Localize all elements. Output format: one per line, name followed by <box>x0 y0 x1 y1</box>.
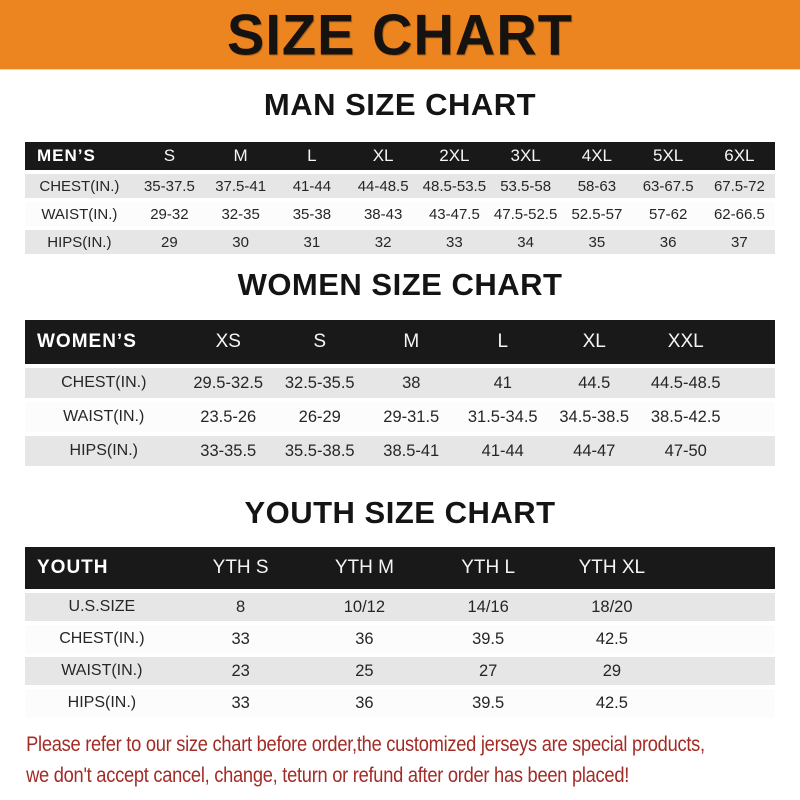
size-value-cell: 43-47.5 <box>428 205 480 223</box>
youth-row-waist-in <box>25 657 775 685</box>
footer-line-2: we don't accept cancel, change, teturn or refund after order has been placed! <box>26 764 630 787</box>
size-value-cell: 48.5-53.5 <box>422 177 487 195</box>
youth-column-header-yth-xl: YTH XL <box>578 557 646 578</box>
size-value-cell: 35-38 <box>292 205 332 223</box>
size-value-cell: 41-44 <box>481 441 524 460</box>
size-value-cell: 29.5-32.5 <box>193 373 264 392</box>
size-value-cell: 32 <box>374 233 392 251</box>
size-section-youth <box>0 495 800 721</box>
row-label-cell: HIPS(IN.) <box>69 442 138 459</box>
footer-line-1: Please refer to our size chart before order,the customized jerseys are special products, <box>26 733 705 756</box>
row-filler-cell <box>732 436 776 466</box>
row-filler-cell <box>674 657 775 685</box>
size-value-cell: 29-31.5 <box>383 407 440 426</box>
men-table-header-row <box>25 142 775 170</box>
women-table-header-row <box>25 320 775 364</box>
youth-column-header-yth-s: YTH S <box>212 557 269 578</box>
size-value-cell: 33 <box>231 693 250 712</box>
men-column-header-4xl: 4XL <box>581 146 612 165</box>
youth-table-header-row <box>25 547 775 589</box>
size-value-cell: 36 <box>355 693 374 712</box>
size-value-cell: 35-37.5 <box>143 177 195 195</box>
size-value-cell: 41 <box>493 373 512 392</box>
women-row-waist-in <box>25 402 775 432</box>
row-label-cell: HIPS(IN.) <box>67 694 137 711</box>
size-value-cell: 37.5-41 <box>215 177 267 195</box>
youth-column-header-yth-m: YTH M <box>334 557 394 578</box>
size-value-cell: 35 <box>588 233 606 251</box>
size-value-cell: 57-62 <box>648 205 688 223</box>
size-value-cell: 33 <box>231 629 250 648</box>
size-chart-banner <box>0 0 800 70</box>
row-filler-cell <box>674 689 775 717</box>
youth-row-chest-in <box>25 625 775 653</box>
size-value-cell: 29 <box>161 233 178 251</box>
size-value-cell: 67.5-72 <box>713 177 765 195</box>
size-value-cell: 44-47 <box>573 441 616 460</box>
size-value-cell: 32.5-35.5 <box>284 373 355 392</box>
men-column-header-m: M <box>233 146 248 165</box>
size-value-cell: 44.5-48.5 <box>650 373 721 392</box>
men-column-header-l: L <box>307 146 317 165</box>
youth-row-u-s-size <box>25 593 775 621</box>
size-value-cell: 8 <box>236 597 246 616</box>
men-row-hips-in <box>25 230 775 254</box>
size-value-cell: 52.5-57 <box>571 205 623 223</box>
size-value-cell: 63-67.5 <box>642 177 694 195</box>
size-value-cell: 58-63 <box>577 177 617 195</box>
men-column-header-5xl: 5XL <box>653 146 684 165</box>
size-value-cell: 53.5-58 <box>500 177 552 195</box>
size-value-cell: 44.5 <box>578 373 611 392</box>
row-filler-cell <box>674 625 775 653</box>
header-filler-cell <box>732 320 776 364</box>
row-filler-cell <box>732 368 776 398</box>
row-filler-cell <box>732 402 776 432</box>
size-value-cell: 25 <box>355 661 374 680</box>
size-chart-sections <box>0 87 800 721</box>
size-value-cell: 33-35.5 <box>200 441 257 460</box>
men-row-chest-in <box>25 174 775 198</box>
youth-size-table <box>25 543 775 721</box>
size-value-cell: 29-32 <box>150 205 189 223</box>
women-section-heading: WOMEN SIZE CHART <box>237 267 563 302</box>
size-value-cell: 37 <box>731 233 748 251</box>
size-value-cell: 18/20 <box>591 597 633 616</box>
size-value-cell: 26-29 <box>298 407 341 426</box>
women-column-header-xl: XL <box>582 331 606 352</box>
row-label-cell: WAIST(IN.) <box>41 205 118 223</box>
row-label-cell: CHEST(IN.) <box>59 630 145 647</box>
size-value-cell: 23.5-26 <box>200 407 257 426</box>
size-value-cell: 42.5 <box>595 629 628 648</box>
youth-table-title-cell: YOUTH <box>37 557 109 578</box>
men-column-header-6xl: 6XL <box>724 146 755 165</box>
size-value-cell: 47-50 <box>664 441 707 460</box>
women-row-chest-in <box>25 368 775 398</box>
women-column-header-m: M <box>403 331 420 352</box>
size-value-cell: 38 <box>402 373 421 392</box>
size-value-cell: 35.5-38.5 <box>284 441 355 460</box>
youth-section-heading: YOUTH SIZE CHART <box>244 495 556 530</box>
men-column-header-2xl: 2XL <box>439 146 470 165</box>
size-value-cell: 23 <box>231 661 250 680</box>
size-value-cell: 39.5 <box>472 693 505 712</box>
size-section-women <box>0 267 800 470</box>
women-column-header-xs: XS <box>215 331 241 352</box>
size-value-cell: 38.5-41 <box>383 441 440 460</box>
size-value-cell: 31.5-34.5 <box>467 407 538 426</box>
men-row-waist-in <box>25 202 775 226</box>
size-value-cell: 29 <box>602 661 622 680</box>
size-value-cell: 10/12 <box>343 597 386 616</box>
men-column-header-xl: XL <box>372 146 394 165</box>
men-size-table <box>25 138 775 258</box>
size-value-cell: 47.5-52.5 <box>493 205 558 223</box>
women-column-header-s: S <box>313 331 327 352</box>
size-value-cell: 33 <box>446 233 463 251</box>
row-label-cell: HIPS(IN.) <box>47 233 112 251</box>
men-table-title-cell: MEN’S <box>37 146 96 165</box>
size-value-cell: 41-44 <box>292 177 332 195</box>
size-value-cell: 42.5 <box>595 693 628 712</box>
size-value-cell: 34.5-38.5 <box>559 407 630 426</box>
men-section-heading: MAN SIZE CHART <box>263 87 537 122</box>
row-filler-cell <box>674 593 775 621</box>
row-label-cell: CHEST(IN.) <box>39 177 120 195</box>
footer-note <box>0 729 705 791</box>
size-value-cell: 30 <box>232 233 249 251</box>
size-value-cell: 27 <box>478 661 498 680</box>
size-value-cell: 31 <box>303 233 321 251</box>
women-column-header-l: L <box>497 331 509 352</box>
row-label-cell: WAIST(IN.) <box>61 662 143 679</box>
men-column-header-3xl: 3XL <box>510 146 541 165</box>
women-size-table <box>25 316 775 470</box>
size-value-cell: 38-43 <box>363 205 403 223</box>
women-row-hips-in <box>25 436 775 466</box>
women-table-title-cell: WOMEN’S <box>37 331 137 352</box>
size-value-cell: 39.5 <box>472 629 505 648</box>
size-value-cell: 32-35 <box>221 205 260 223</box>
header-filler-cell <box>674 547 775 589</box>
row-label-cell: WAIST(IN.) <box>63 408 145 425</box>
size-value-cell: 36 <box>355 629 374 648</box>
size-section-men <box>0 87 800 258</box>
men-column-header-s: S <box>163 146 176 165</box>
youth-column-header-yth-l: YTH L <box>461 557 516 578</box>
size-value-cell: 38.5-42.5 <box>650 407 721 426</box>
size-value-cell: 36 <box>659 233 677 251</box>
youth-row-hips-in <box>25 689 775 717</box>
size-value-cell: 62-66.5 <box>713 205 765 223</box>
women-column-header-xxl: XXL <box>667 331 704 352</box>
size-value-cell: 44-48.5 <box>357 177 409 195</box>
size-value-cell: 34 <box>517 233 534 251</box>
banner-title: SIZE CHART <box>227 1 573 67</box>
row-label-cell: CHEST(IN.) <box>61 374 147 391</box>
size-value-cell: 14/16 <box>467 597 509 616</box>
row-label-cell: U.S.SIZE <box>68 598 136 615</box>
